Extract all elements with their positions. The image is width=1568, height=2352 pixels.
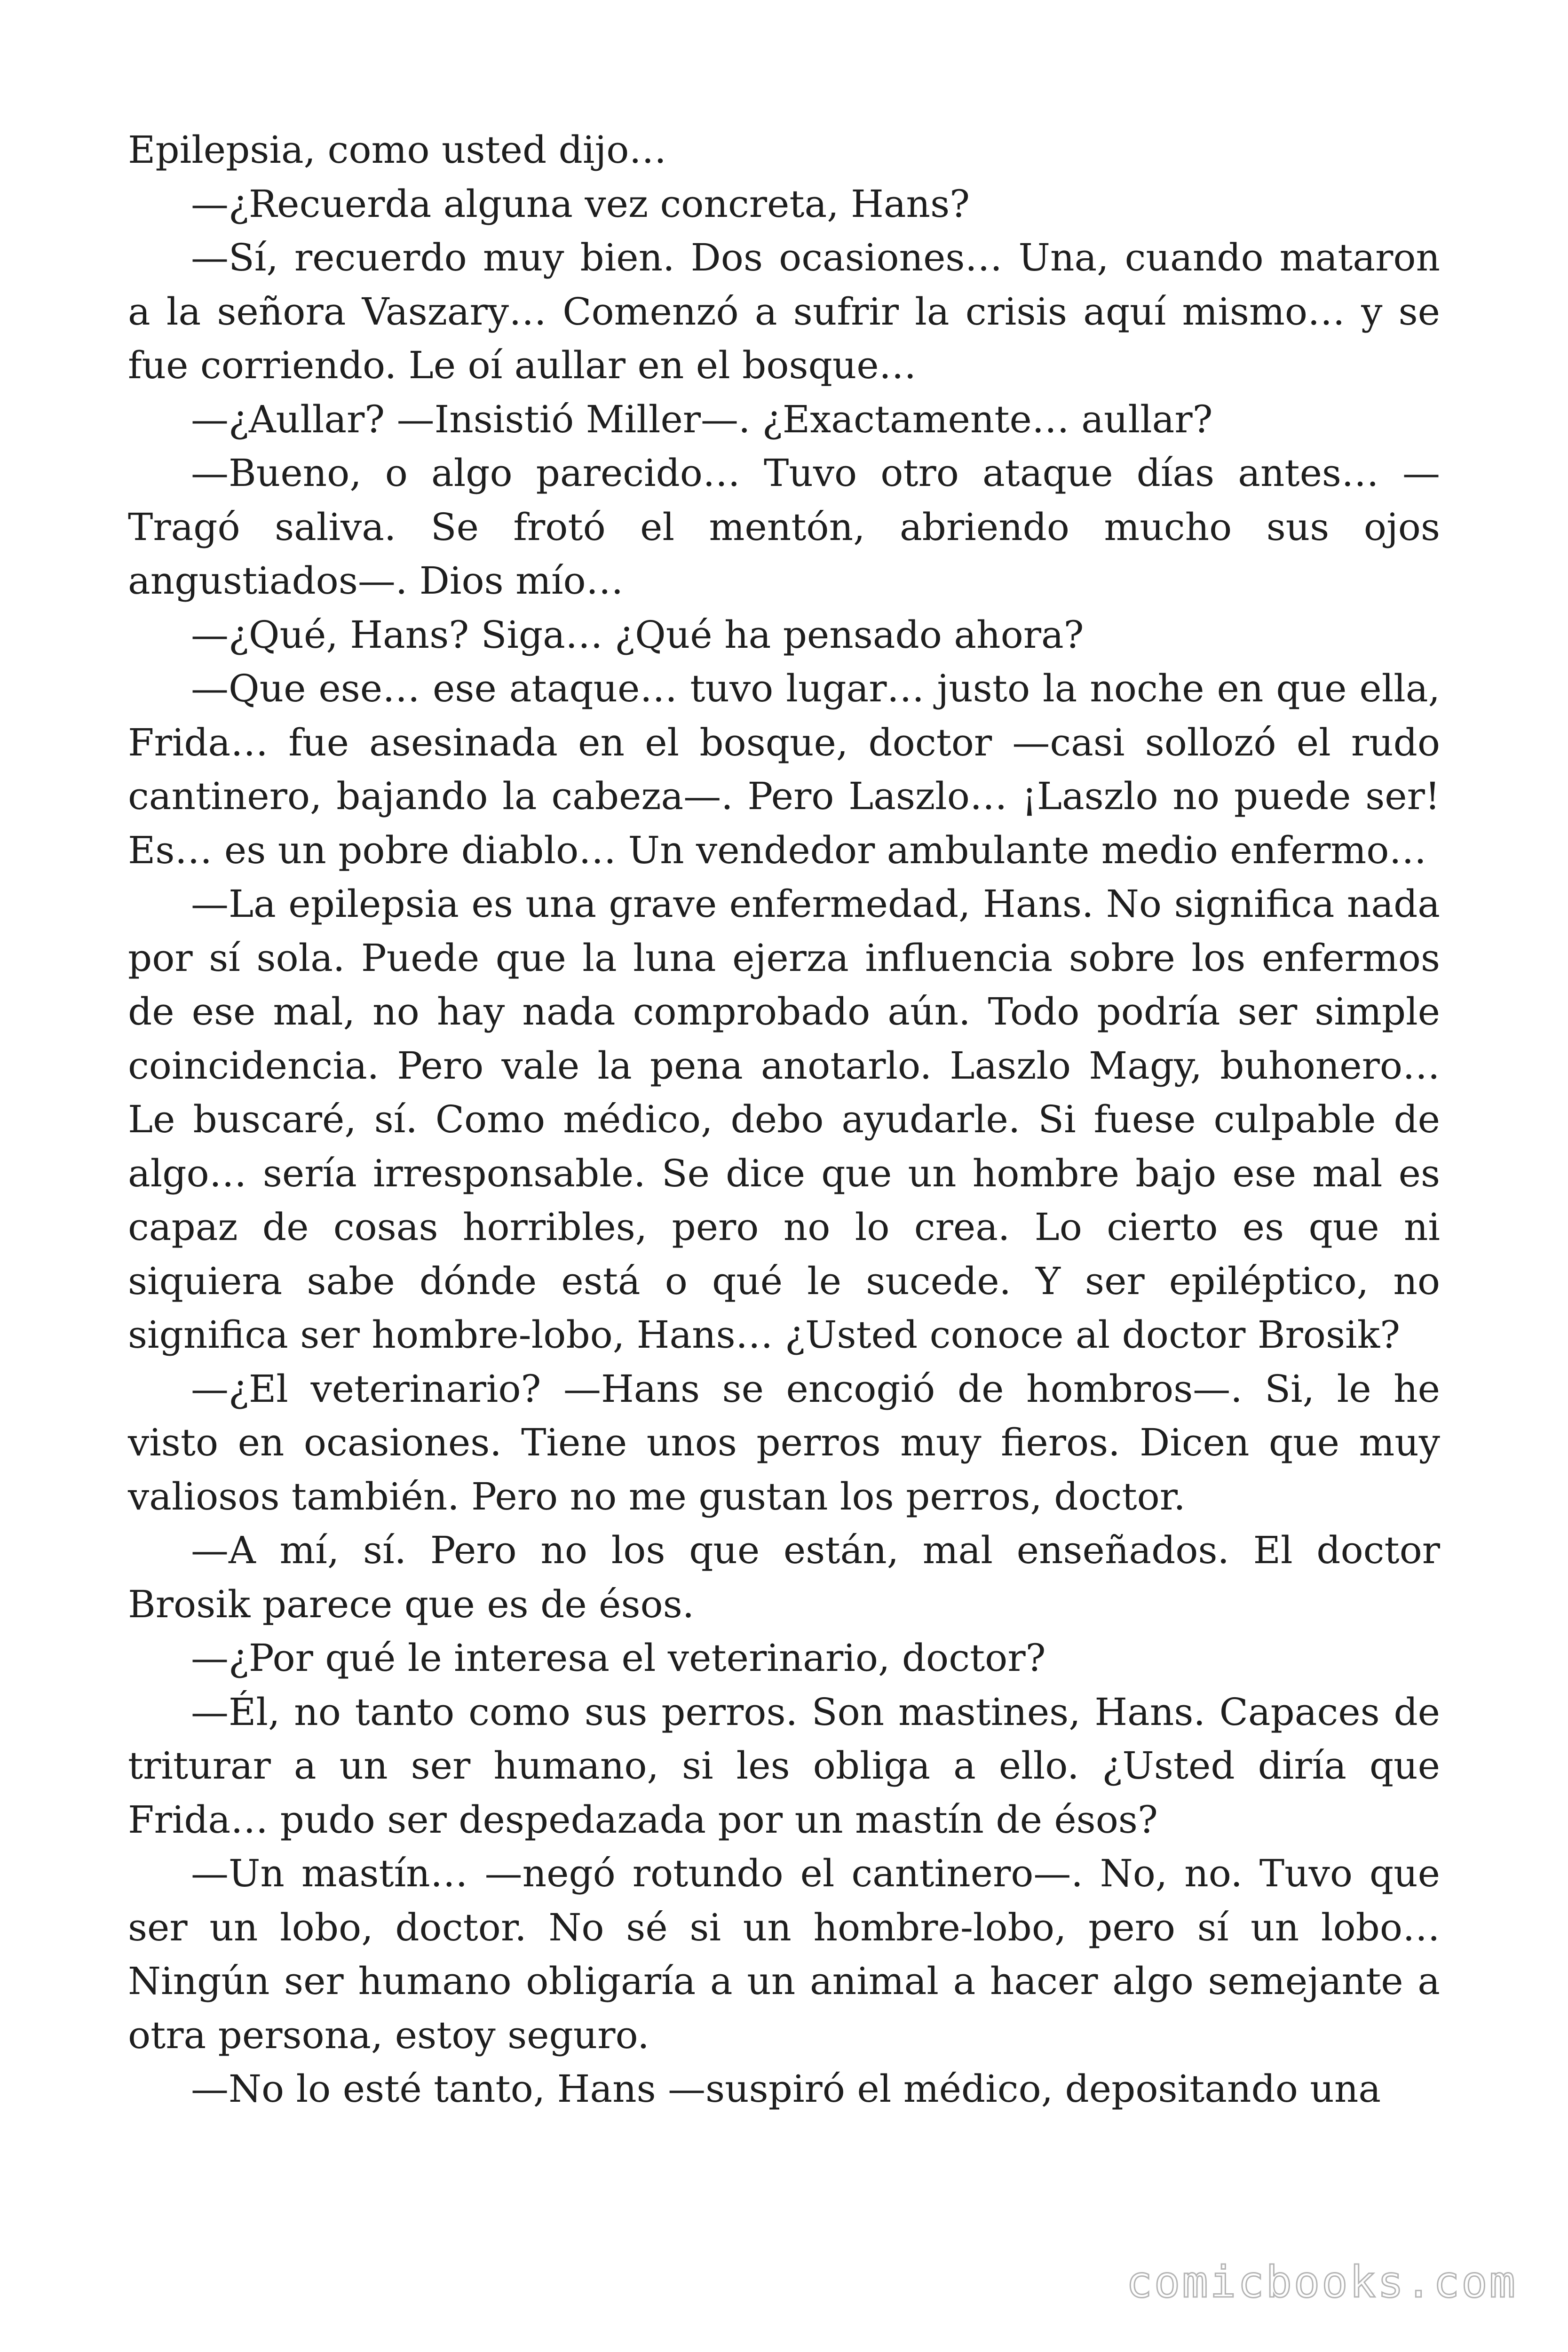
paragraph: —¿El veterinario? —Hans se encogió de hombros—. Si, le he visto en ocasiones. Tiene unos perros muy fieros. Dicen que muy valiosos también. Pero no me gustan los perros, doctor. — [128, 1367, 1440, 1518]
paragraph: Epilepsia, como usted dijo… — [128, 128, 667, 172]
paragraph: —A mí, sí. Pero no los que están, mal enseñados. El doctor Brosik parece que es de ésos. — [128, 1528, 1440, 1626]
paragraph: —Un mastín… —negó rotundo el cantinero—. No, no. Tuvo que ser un lobo, doctor. No sé si un hombre-lobo, pero sí un lobo… Ningún ser humano obligaría a un animal a hacer algo semejante a otra persona, estoy seguro. — [128, 1851, 1440, 2057]
paragraph: —¿Por qué le interesa el veterinario, doctor? — [191, 1636, 1046, 1680]
paragraph: —La epilepsia es una grave enfermedad, Hans. No significa nada por sí sola. Puede que la luna ejerza influencia sobre los enfermos de ese mal, no hay nada comprobado aún. Todo podría ser simple coincidencia. Pero vale la pena anotarlo. Laszlo Magy, buhonero… Le buscaré, sí. Como médico, debo ayudarle. Si fuese culpable de algo… sería irresponsable. Se dice que un hombre bajo ese mal es capaz de cosas horribles, pero no lo crea. Lo cierto es que ni siquiera sabe dónde está o qué le sucede. Y ser epiléptico, no significa ser hombre-lobo, Hans… ¿Usted conoce al doctor Brosik? — [128, 882, 1440, 1357]
paragraph: —¿Qué, Hans? Siga… ¿Qué ha pensado ahora? — [191, 612, 1084, 657]
paragraph: —Él, no tanto como sus perros. Son mastines, Hans. Capaces de triturar a un ser humano, si les obliga a ello. ¿Usted diría que Frida… pudo ser despedazada por un mastín de ésos? — [128, 1690, 1440, 1842]
paragraph: —Que ese… ese ataque… tuvo lugar… justo la noche en que ella, Frida… fue asesinada en el bosque, doctor —casi sollozó el rudo cantinero, bajando la cabeza—. Pero Laszlo… ¡Laszlo no puede ser! Es… es un pobre diablo… Un vendedor ambulante medio enfermo… — [128, 667, 1440, 872]
paragraph: —¿Aullar? —Insistió Miller—. ¿Exactamente… aullar? — [191, 397, 1213, 441]
paragraph: —No lo esté tanto, Hans —suspiró el médico, depositando una — [191, 2067, 1381, 2111]
paragraph: —¿Recuerda alguna vez concreta, Hans? — [191, 182, 970, 226]
paragraph: —Bueno, o algo parecido… Tuvo otro ataque días antes… —Tragó saliva. Se frotó el mentón, abriendo mucho sus ojos angustiados—. Dios mío… — [128, 451, 1440, 603]
paragraph: —Sí, recuerdo muy bien. Dos ocasiones… Una, cuando mataron a la señora Vaszary… Comenzó a sufrir la crisis aquí mismo… y se fue corriendo. Le oí aullar en el bosque… — [128, 236, 1440, 387]
body-text — [128, 123, 1440, 2116]
watermark: comicbooks.com — [1126, 2257, 1517, 2307]
